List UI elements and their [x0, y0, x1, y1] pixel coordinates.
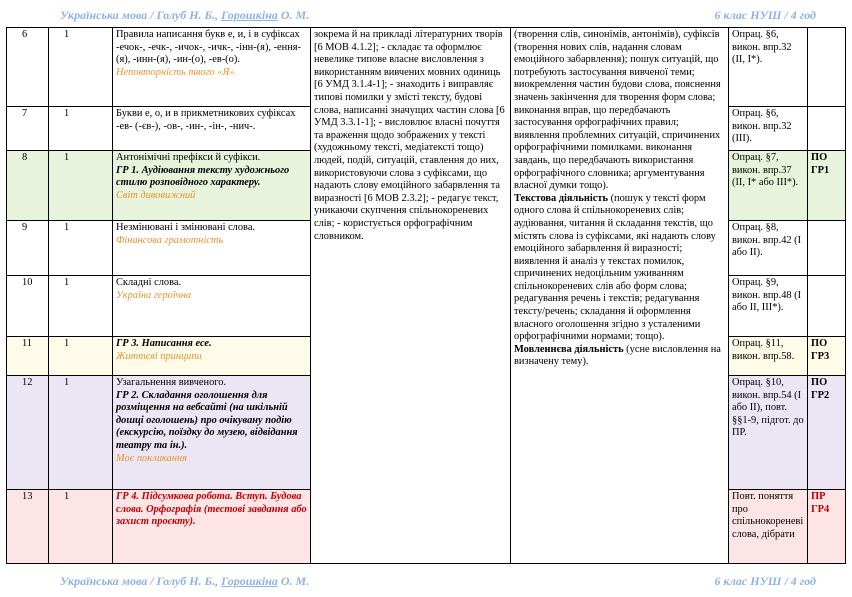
- lesson-number: 11: [7, 337, 49, 376]
- footer-title-part: Українська мова / Голуб Н. Б.,: [60, 574, 222, 588]
- lesson-topic: Правила написання букв е, и, і в суфіксах -ечок-, -ечк-, -ичок-, -ичк-, -інн-(я), -ення-(я), -инн-(я), -ин-(о), -ев-(о).: [116, 29, 302, 66]
- lesson-hours: 1: [49, 28, 113, 107]
- homework-cell: Опрац. §6, викон. впр.32 (ІІ, І*).: [729, 28, 808, 107]
- lesson-topic-cell: [113, 337, 311, 376]
- homework-cell: Повт. поняття про спільнокореневі слова, дібрати: [729, 490, 808, 564]
- activities-text: (усне висловлення на визначену тему).: [514, 343, 721, 368]
- assessment-flag: ПО ГР3: [808, 337, 846, 376]
- header-title-part: О. М.: [277, 8, 310, 22]
- lesson-assessment-task: ГР 3. Написання есе.: [116, 338, 212, 349]
- activities-heading: Текстова діяльність: [514, 192, 608, 204]
- activities-text: (творення слів, синонімів, антонімів), суфіксів (творення нових слів, надання словам емоційного забарвлення); пошук ситуацій, що потребують застосування вивченої теми; виокремлення частин будови слова, пояснення значень закінчення для творення форм слова; виконання вправ, що передбачають застосування орфографічних правил; виявлення проблемних ситуацій, спричинених орфографічними помилками. виконання завдань, що передбачають використання орфографічного словника; аргументування власної думки тощо).: [514, 29, 721, 192]
- homework-cell: Опрац. §8, викон. впр.42 (І або ІІ).: [729, 221, 808, 276]
- header-grade: 6 клас НУШ / 4 год: [714, 8, 816, 22]
- activities-text: (пошук у тексті форм одного слова й спільнокореневих слів; аудіювання, читання й складання текстів, що містять слова із суфіксами, які надають слову емоційного забарвлення й виразності; виявлення й аналіз у текстах помилок, спричинених недоцільним уживанням спільнокореневих слів або форм слова; редагування речень і текстів; редагування тексту/речень; складання й оформлення власного оголошення згідно з усталеними орфографічними нормами; тощо).: [514, 192, 716, 343]
- lesson-theme: Світ дивовижний: [116, 189, 196, 201]
- footer-title: [60, 574, 309, 589]
- page-header: [0, 4, 852, 26]
- assessment-flag: [808, 107, 846, 151]
- assessment-flag: ПР ГР4: [808, 490, 846, 564]
- lesson-topic-cell: [113, 28, 311, 107]
- lesson-topic-cell: [113, 376, 311, 490]
- lesson-topic: Незмінювані і змінювані слова.: [116, 222, 256, 233]
- lesson-topic-cell: [113, 276, 311, 337]
- lesson-number: 13: [7, 490, 49, 564]
- lesson-number: 12: [7, 376, 49, 490]
- assessment-flag: ПО ГР2: [808, 376, 846, 490]
- header-title-part: Українська мова / Голуб Н. Б.,: [60, 8, 222, 22]
- lesson-topic-cell: [113, 151, 311, 221]
- lesson-assessment-task: ГР 4. Підсумкова робота. Вступ. Будова слова. Орфографія (тестові завдання або захист проєкту).: [116, 491, 307, 528]
- footer-author-underlined: Горошкіна: [221, 574, 278, 588]
- lesson-plan-table: [6, 27, 846, 564]
- lesson-hours: 1: [49, 376, 113, 490]
- lesson-hours: 1: [49, 107, 113, 151]
- table-row: [7, 28, 846, 107]
- page-footer: [0, 570, 852, 592]
- lesson-hours: 1: [49, 490, 113, 564]
- lesson-number: 7: [7, 107, 49, 151]
- activities-heading: Мовленнєва діяльність: [514, 343, 624, 355]
- lesson-hours: 1: [49, 276, 113, 337]
- lesson-hours: 1: [49, 151, 113, 221]
- lesson-topic-cell: [113, 107, 311, 151]
- expected-outcomes: зокрема й на прикладі літературних творів [6 МОВ 4.1.2]; - складає та оформлює невелике типове власне висловлення з використанням вивчених мовних одиниць [6 УМД 3.1.4-1]; - знаходить і виправляє типові помилки у змісті тексту, будові слова, написанні значущих частин слова [6 УМД 3.3.1-1]; - висловлює власні почуття та враження щодо зображених у тексті (художньому тексті, медіатексті тощо) людей, подій, ситуацій, ставлення до них, використовуючи слова з суфіксами, що надають слову емоційного забарвлення та виразності [6 МОВ 2.3.2]; - редагує текст, уникаючи скупчення спільнокореневих слів; - користується орфографічним словником.: [314, 29, 505, 242]
- assessment-flag: [808, 221, 846, 276]
- activities-cell: [511, 28, 729, 564]
- lesson-topic: Букви е, о, и в прикметникових суфіксах -ев- (-єв-), -ов-, -ин-, -ін-, -нич-.: [116, 108, 296, 132]
- lesson-number: 10: [7, 276, 49, 337]
- lesson-number: 8: [7, 151, 49, 221]
- lesson-theme: Моє покликання: [116, 452, 187, 464]
- lesson-assessment-task: ГР 1. Аудіювання тексту художнього стилю розповідного характеру.: [116, 164, 290, 189]
- lesson-topic: Складні слова.: [116, 277, 182, 288]
- lesson-theme: Життєві принципи: [116, 350, 202, 362]
- lesson-assessment-task: ГР 2. Складання оголошення для розміщення на вебсайті (на шкільній дошці оголошень) про очікувану подію (екскурсію, поїздку до музею, відвідання театру та ін.).: [116, 389, 298, 451]
- homework-cell: Опрац. §11, викон. впр.58.: [729, 337, 808, 376]
- footer-title-part: О. М.: [277, 574, 310, 588]
- homework-cell: Опрац. §9, викон. впр.48 (І або ІІ, ІІІ*).: [729, 276, 808, 337]
- homework-cell: Опрац. §10, викон. впр.54 (І або ІІ), повт. §§1-9, підгот. до ПР.: [729, 376, 808, 490]
- lesson-topic-cell: [113, 221, 311, 276]
- lesson-number: 6: [7, 28, 49, 107]
- header-title: [60, 8, 309, 23]
- lesson-hours: 1: [49, 337, 113, 376]
- lesson-theme: Україна героїчна: [116, 289, 192, 301]
- assessment-flag: [808, 28, 846, 107]
- lesson-hours: 1: [49, 221, 113, 276]
- lesson-theme: Неповторність твого «Я»: [116, 66, 235, 78]
- lesson-topic: Антонімічні префікси й суфікси.: [116, 152, 261, 163]
- lesson-theme: Фінансова грамотність: [116, 234, 224, 246]
- outcomes-cell: [311, 28, 511, 564]
- assessment-flag: ПО ГР1: [808, 151, 846, 221]
- homework-cell: Опрац. §6, викон. впр.32 (ІІІ).: [729, 107, 808, 151]
- lesson-number: 9: [7, 221, 49, 276]
- header-author-underlined: Горошкіна: [221, 8, 278, 22]
- lesson-topic: Узагальнення вивченого.: [116, 377, 227, 388]
- footer-grade: 6 клас НУШ / 4 год: [714, 574, 816, 588]
- assessment-flag: [808, 276, 846, 337]
- homework-cell: Опрац. §7, викон. впр.37 (ІІ, І* або ІІІ*).: [729, 151, 808, 221]
- lesson-topic-cell: [113, 490, 311, 564]
